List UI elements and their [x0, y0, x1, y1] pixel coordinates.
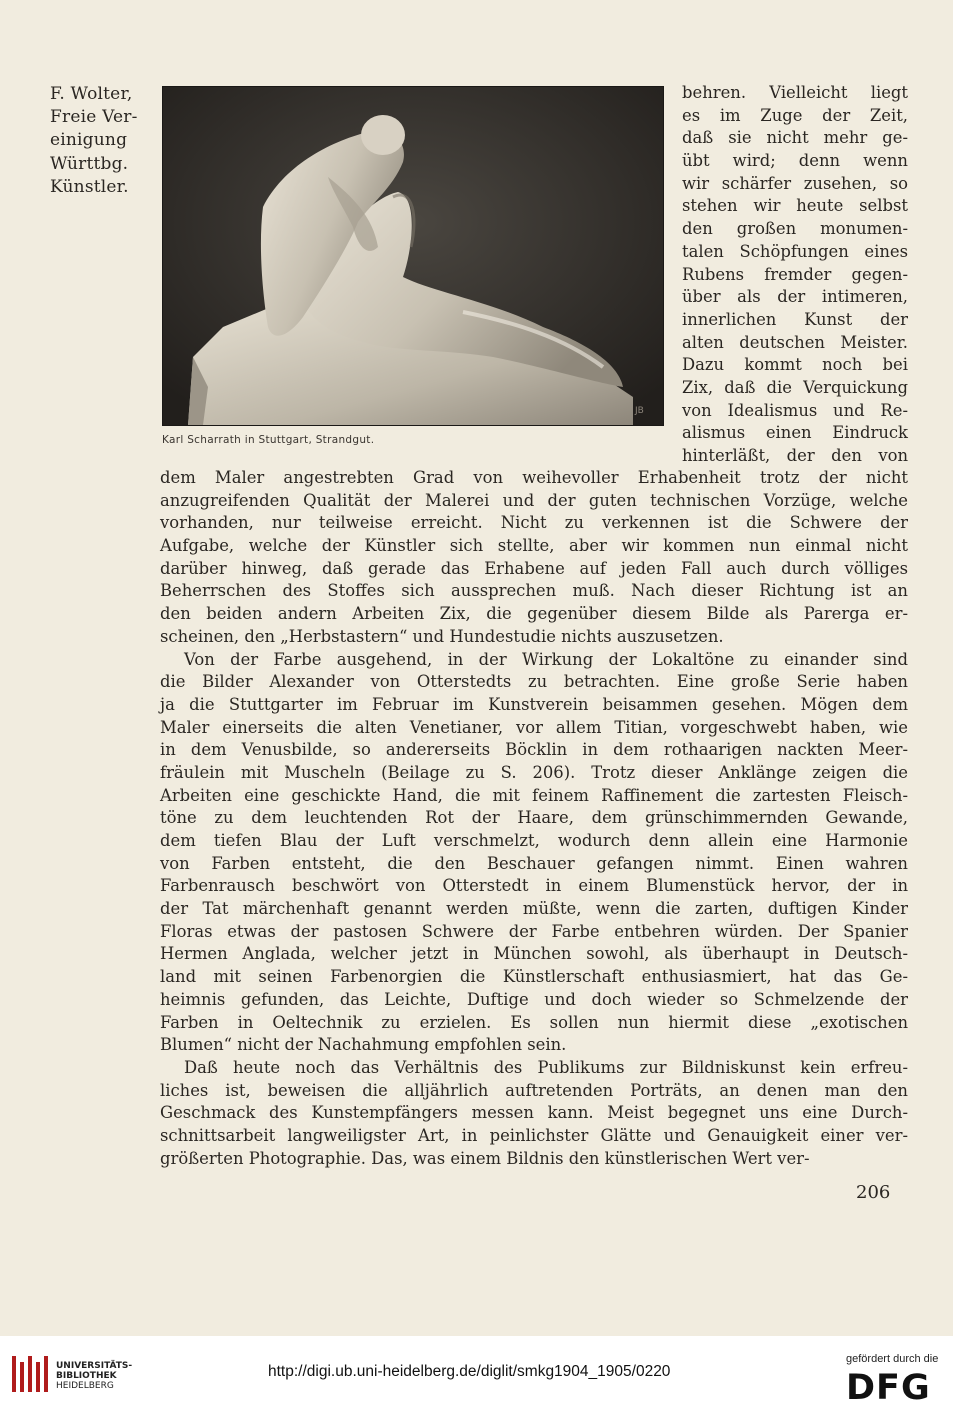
right-column-line: es im Zuge der Zeit, [682, 105, 908, 125]
body-text-line: Geschmack des Kunstempfängers messen kann. Meist begegnet uns eine Durch- [160, 1103, 908, 1123]
body-text-line: den beiden andern Arbeiten Zix, die gegenüber diesem Bilde als Parerga er- [160, 604, 908, 624]
body-text-line: Arbeiten eine geschickte Hand, die mit feinem Raffinement die zartesten Fleisch- [160, 785, 908, 805]
right-column-line: innerlichen Kunst der [682, 309, 908, 329]
artist-monogram: JB [635, 406, 644, 416]
right-column-line: wir schärfer zusehen, so [682, 173, 908, 193]
body-text-line: der Tat märchenhaft genannt werden müßte, wenn die zarten, duftigen Kinder [160, 899, 908, 919]
right-column-line: den großen monumen- [682, 219, 908, 239]
funded-by-label: gefördert durch die [846, 1353, 939, 1365]
sculpture-photograph [162, 86, 664, 426]
body-text-line: Farben in Oeltechnik zu erzielen. Es sollen nun hiermit diese „exotischen [160, 1012, 908, 1032]
figure-caption: Karl Scharrath in Stuttgart, Strandgut. [162, 434, 375, 446]
university-seal-icon [10, 1352, 50, 1396]
library-name-line: HEIDELBERG [56, 1381, 114, 1391]
right-column-line: daß sie nicht mehr ge- [682, 128, 908, 148]
right-column-line: von Idealismus und Re- [682, 400, 908, 420]
body-text-line: heimnis gefunden, das Leichte, Duftige und doch wieder so Schmelzende der [160, 989, 908, 1009]
body-text-line: scheinen, den „Herbstastern“ und Hundestudie nichts auszusetzen. [160, 626, 724, 646]
body-text-line: liches ist, beweisen die alljährlich auftretenden Porträts, an denen man den [160, 1080, 908, 1100]
library-name [56, 1361, 132, 1391]
page-number: 206 [856, 1182, 891, 1203]
body-text-line: dem tiefen Blau der Luft verschmelzt, wodurch denn allein eine Harmonie [160, 831, 908, 850]
side-caption-line: Württbg. [50, 153, 129, 174]
source-url[interactable]: http://digi.ub.uni-heidelberg.de/diglit/smkg1904_1905/0220 [268, 1363, 671, 1380]
right-column-line: Dazu kommt noch bei [682, 355, 908, 375]
body-text-line: Daß heute noch das Verhältnis des Publikums zur Bildniskunst kein erfreu- [184, 1057, 908, 1077]
body-text-line: Von der Farbe ausgehend, in der Wirkung der Lokaltöne zu einander sind [184, 649, 908, 669]
right-column-line: Rubens fremder gegen- [682, 264, 908, 284]
body-text-line: Aufgabe, welche der Künstler sich stellte, aber wir kommen nun einmal nicht [160, 536, 908, 556]
body-text-line: dem Maler angestrebten Grad von weihevoller Erhabenheit trotz der nicht [160, 468, 908, 487]
right-column-line: Zix, daß die Verquickung [682, 377, 908, 397]
right-column-line: übt wird; denn wenn [682, 151, 908, 171]
body-text-line: Farbenrausch beschwört von Otterstedt in einem Blumenstück hervor, der in [160, 876, 908, 896]
body-text-line: töne zu dem leuchtenden Rot der Haare, dem grünschimmernden Gewande, [160, 808, 908, 828]
side-caption [50, 83, 150, 199]
right-column-line: behren. Vielleicht liegt [682, 83, 908, 102]
body-text-line: Maler einerseits die alten Venetianer, vor allem Titian, vorgeschwebt haben, wie [160, 717, 908, 737]
body-text-line: Floras etwas der pastosen Schwere der Farbe entbehren würden. Der Spanier [160, 921, 908, 941]
body-text-line: Beherrschen des Stoffes sich aussprechen muß. Nach dieser Richtung ist an [160, 581, 908, 601]
footer-bar [0, 1336, 953, 1413]
body-text-line: darüber hinweg, daß gerade das Erhabene auf jeden Fall auch durch völliges [160, 558, 908, 578]
right-column-line: stehen wir heute selbst [682, 196, 908, 216]
body-text-line: von Farben entsteht, die den Beschauer gefangen nimmt. Einen wahren [160, 853, 908, 873]
body-text-line: ja die Stuttgarter im Februar im Kunstverein beisammen gesehen. Mögen dem [160, 694, 908, 714]
right-column-line: über als der intimeren, [682, 287, 908, 307]
side-caption-line: Freie Ver- [50, 107, 138, 128]
body-text-line: vorhanden, nur teilweise erreicht. Nicht zu verkennen ist die Schwere der [160, 513, 908, 533]
side-caption-line: Künstler. [50, 176, 129, 197]
body-text-line: die Bilder Alexander von Otterstedts zu betrachten. Eine große Serie haben [160, 672, 908, 692]
sculpture-image [163, 87, 663, 425]
library-name-line: BIBLIOTHEK [56, 1371, 117, 1381]
body-text-line: fräulein mit Muscheln (Beilage zu S. 206). Trotz dieser Anklänge zeigen die [160, 762, 908, 782]
right-column-line: talen Schöpfungen eines [682, 241, 908, 261]
body-text [160, 467, 908, 1170]
dfg-logo: DFG [846, 1368, 931, 1408]
body-text-line: anzugreifenden Qualität der Malerei und der guten technischen Vorzüge, welche [160, 490, 908, 510]
body-text-line: land mit seinen Farbenorgien die Künstlerschaft enthusiasmiert, hat das Ge- [160, 967, 908, 987]
body-text-line: Blumen“ nicht der Nachahmung empfohlen sein. [160, 1035, 567, 1055]
body-text-line: schnittsarbeit langweiligster Art, in peinlichster Glätte und Genauigkeit einer ver- [160, 1125, 908, 1145]
body-text-line: größerten Photographie. Das, was einem Bildnis den künstlerischen Wert ver- [160, 1148, 810, 1168]
body-text-line: in dem Venusbilde, so andererseits Böcklin in dem rothaarigen nackten Meer- [160, 740, 908, 760]
side-caption-line: einigung [50, 130, 128, 151]
right-column-line: hinterläßt, der den von [682, 446, 908, 465]
right-column-line: alten deutschen Meister. [682, 332, 908, 352]
body-text-line: Hermen Anglada, welcher jetzt in München sowohl, als überhaupt in Deutsch- [160, 944, 908, 964]
right-text-column [682, 82, 908, 468]
side-caption-line: F. Wolter, [50, 84, 133, 104]
library-name-line: UNIVERSITÄTS- [56, 1361, 133, 1371]
right-column-line: alismus einen Eindruck [682, 423, 908, 443]
